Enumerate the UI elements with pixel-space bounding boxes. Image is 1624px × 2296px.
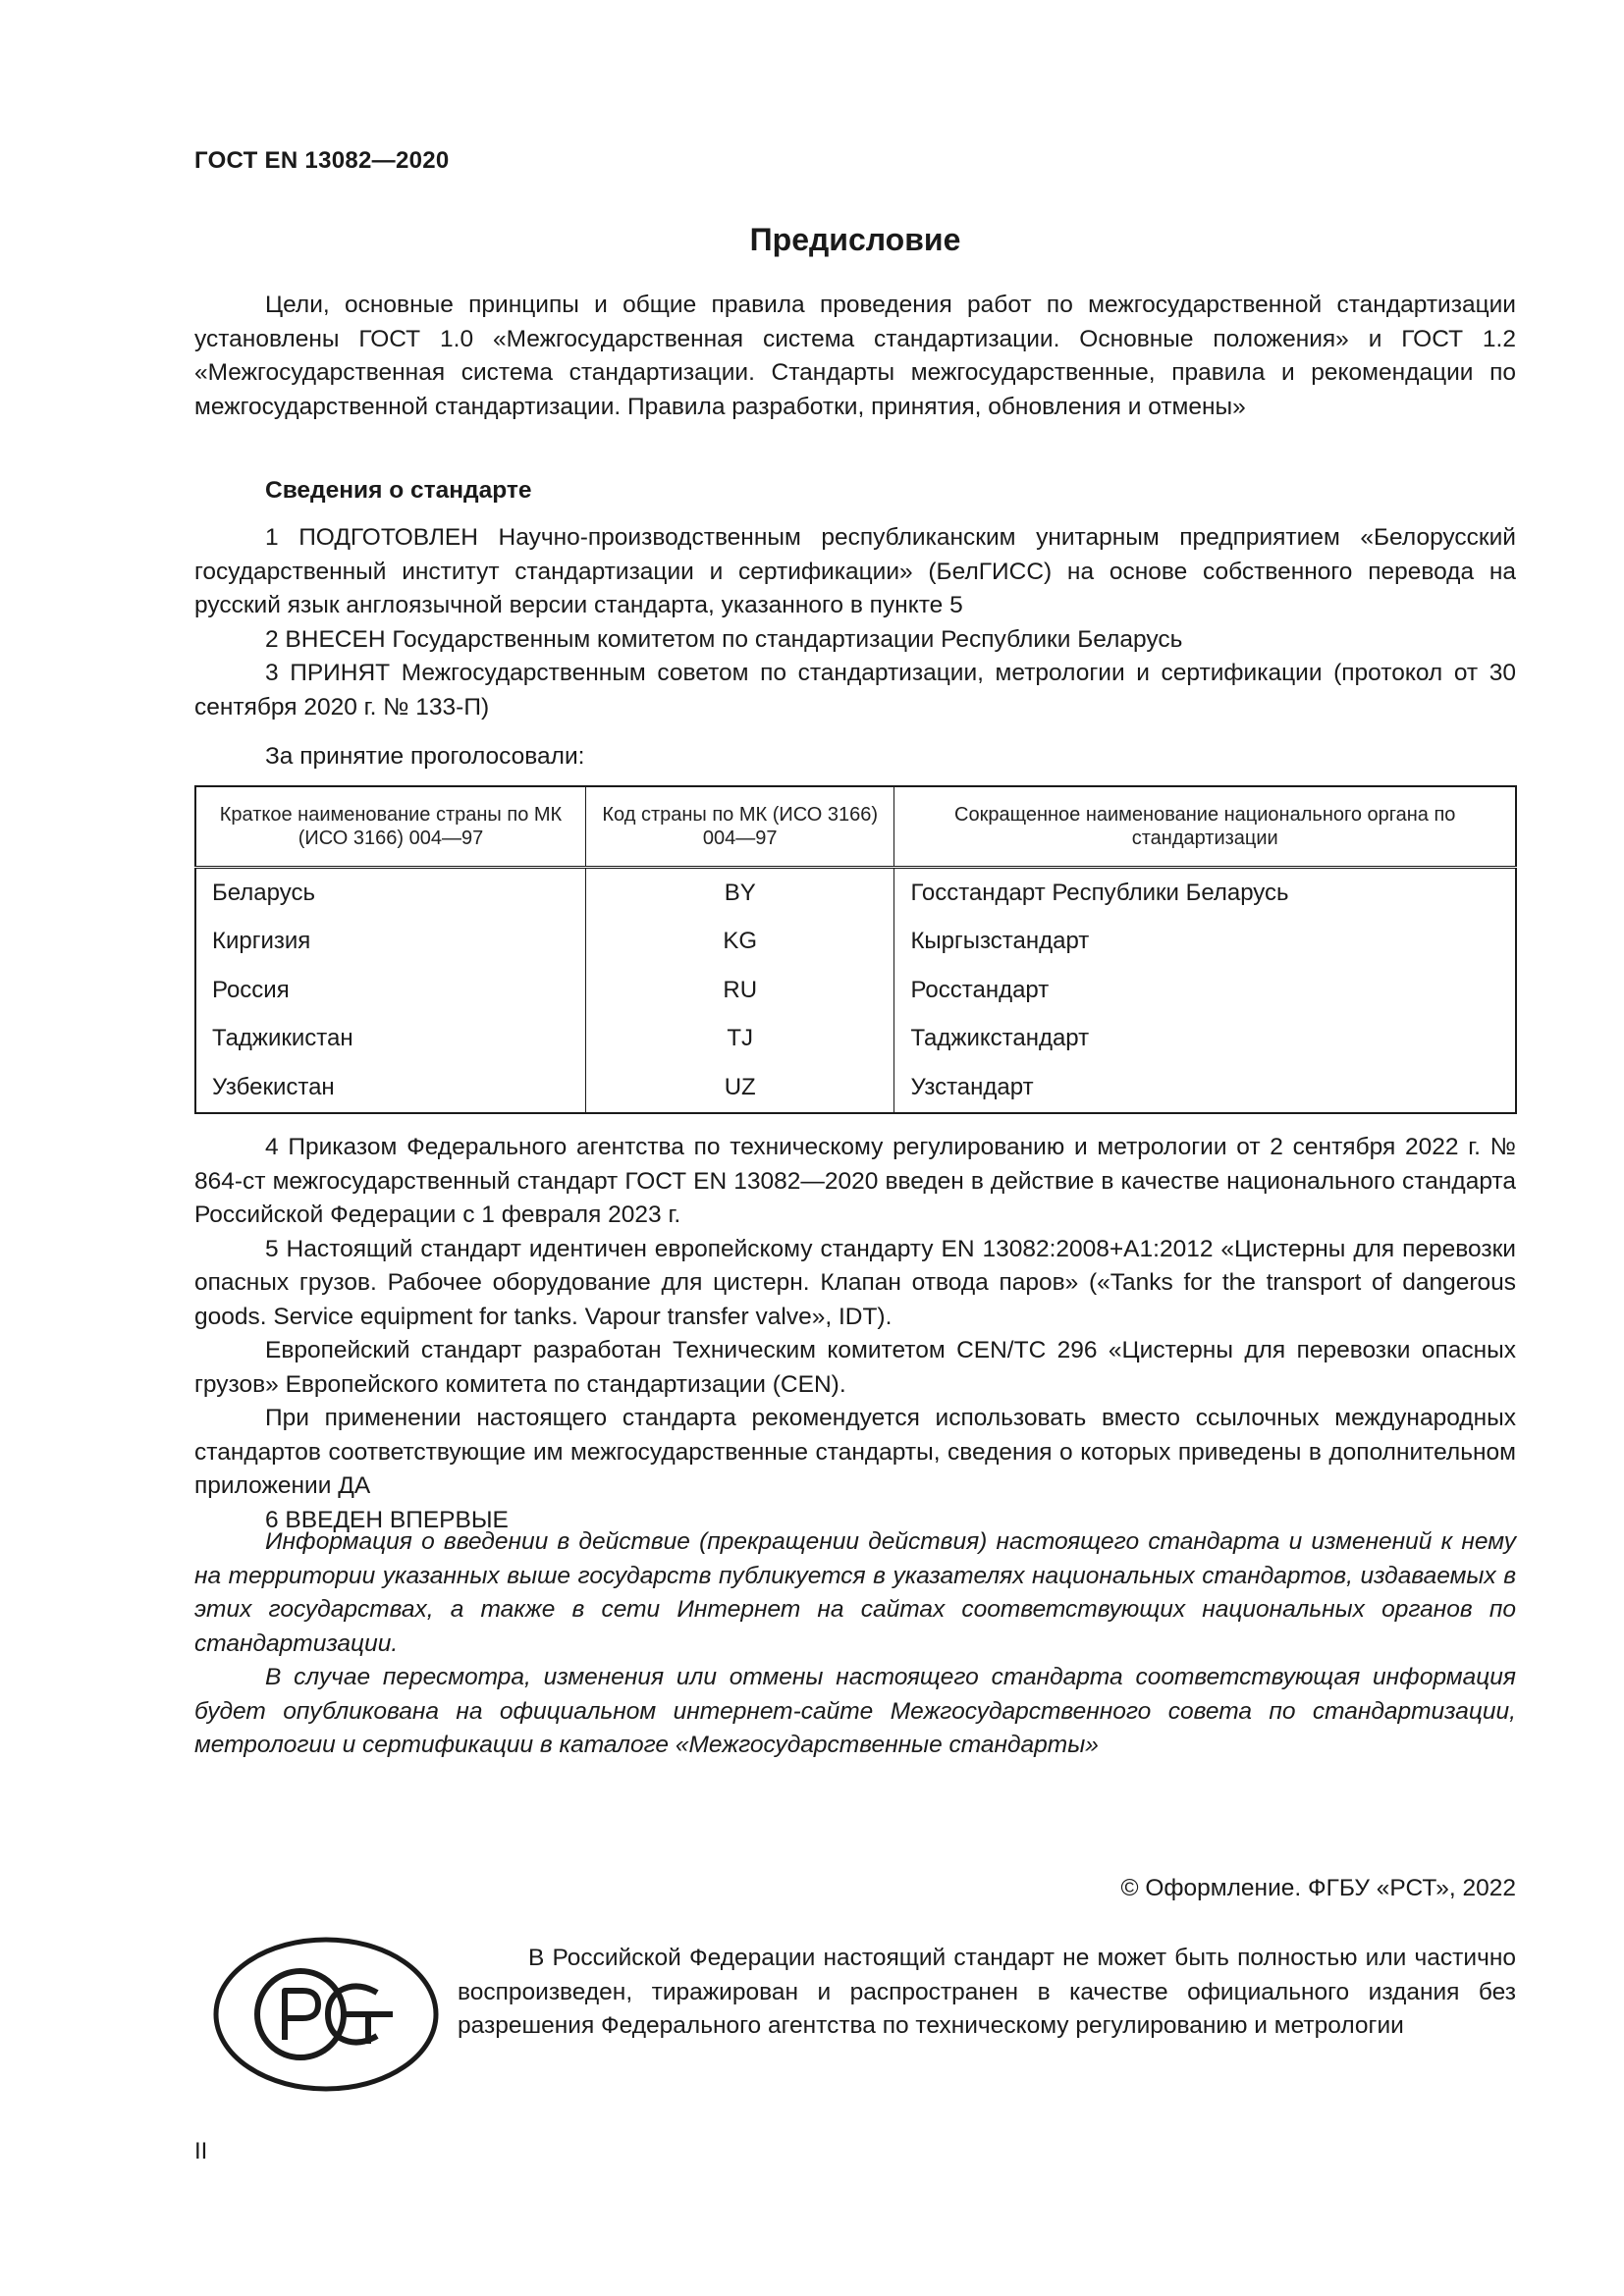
- item-2: 2 ВНЕСЕН Государственным комитетом по стандартизации Республики Беларусь: [265, 625, 1183, 653]
- table-row: [195, 1015, 1516, 1064]
- table-header-row: [195, 786, 1516, 868]
- note-info: Информация о введении в действие (прекращении действия) настоящего стандарта и изменений к нему на территории указанных выше государств публикуется в указателях национальных стандартов, издаваемых в этих государствах, а также в сети Интернет на сайтах соответствующих национальных органов по стандартизации.: [194, 1528, 1516, 1657]
- country-cell: Киргизия: [195, 918, 585, 967]
- country-cell: Беларусь: [195, 868, 585, 918]
- note-revision: В случае пересмотра, изменения или отмены настоящего стандарта соответствующая информация будет опубликована на официальном интернет-сайте Межгосударственного совета по стандартизации, метрологии и сертификации в каталоге «Межгосударственные стандарты»: [194, 1664, 1516, 1758]
- document-code: ГОСТ EN 13082—2020: [194, 147, 450, 174]
- item-5: 5 Настоящий стандарт идентичен европейскому стандарту EN 13082:2008+A1:2012 «Цистерны для перевозки опасных грузов. Рабочее оборудование для цистерн. Клапан отвода паров» («Tanks for the transport of dangerous goods. Service equipment for tanks. Vapour transfer valve», IDT).: [194, 1235, 1516, 1330]
- item-5-usage: При применении настоящего стандарта рекомендуется использовать вместо ссылочных международных стандартов соответствующие им межгосударственные стандарты, сведения о которых приведены в дополнительном приложении ДА: [194, 1405, 1516, 1499]
- body-cell: Госстандарт Республики Беларусь: [910, 879, 1289, 906]
- country-cell: Узбекистан: [195, 1063, 585, 1113]
- voting-table: [194, 785, 1517, 1114]
- item-4: 4 Приказом Федерального агентства по техническому регулированию и метрологии от 2 сентября 2022 г. № 864-ст межгосударственный стандарт ГОСТ EN 13082—2020 введен в действие в качестве национального стандарта Российской Федерации с 1 февраля 2023 г.: [194, 1134, 1516, 1228]
- body-cell: Росстандарт: [910, 976, 1050, 1003]
- copyright-line: © Оформление. ФГБУ «РСТ», 2022: [1120, 1875, 1516, 1901]
- body-cell: Таджикстандарт: [910, 1025, 1090, 1052]
- item-3: 3 ПРИНЯТ Межгосударственным советом по стандартизации, метрологии и сертификации (протокол от 30 сентября 2020 г. № 133-П): [194, 660, 1516, 721]
- code-cell: BY: [585, 868, 893, 918]
- standard-info-heading: Сведения о стандарте: [265, 477, 532, 504]
- column-header-code: Код страны по МК (ИСО 3166) 004—97: [585, 786, 893, 868]
- table-row: [195, 918, 1516, 967]
- code-cell: RU: [585, 966, 893, 1015]
- table-row: [195, 1063, 1516, 1113]
- country-cell: Таджикистан: [195, 1015, 585, 1064]
- standard-info-heading-wrap: [194, 477, 1516, 505]
- table-row: [195, 966, 1516, 1015]
- body-cell: Кыргызстандарт: [910, 928, 1090, 955]
- intro-paragraph: Цели, основные принципы и общие правила проведения работ по межгосударственной стандартизации установлены ГОСТ 1.0 «Межгосударственная система стандартизации. Основные положения» и ГОСТ 1.2 «Межгосударственная система стандартизации. Стандарты межгосударственные, правила и рекомендации по межгосударственной стандартизации. Правила разработки, принятия, обновления и отмены»: [194, 292, 1516, 420]
- notes-section: [194, 1525, 1516, 1763]
- country-cell: Россия: [195, 966, 585, 1015]
- column-header-country: Краткое наименование страны по МК (ИСО 3166) 004—97: [195, 786, 585, 868]
- item-5-cen: Европейский стандарт разработан Техническим комитетом CEN/TC 296 «Цистерны для перевозки опасных грузов» Европейского комитета по стандартизации (CEN).: [194, 1337, 1516, 1398]
- items-section-2: [194, 1131, 1516, 1537]
- rst-logo-icon: [210, 1934, 442, 2095]
- items-section-1: [194, 521, 1516, 724]
- intro-section: [194, 289, 1516, 424]
- code-cell: TJ: [585, 1015, 893, 1064]
- code-cell: KG: [585, 918, 893, 967]
- voted-label-wrap: [194, 740, 1516, 774]
- column-header-body: Сокращенное наименование национального органа по стандартизации: [894, 786, 1516, 868]
- item-1: 1 ПОДГОТОВЛЕН Научно-производственным республиканским унитарным предприятием «Белорусский государственный институт стандартизации и сертификации» (БелГИСС) на основе собственного перевода на русский язык англоязычной версии стандарта, указанного в пункте 5: [194, 524, 1516, 618]
- body-cell: Узстандарт: [910, 1073, 1034, 1100]
- voted-label: За принятие проголосовали:: [265, 743, 585, 770]
- table-row: [195, 868, 1516, 918]
- page-title: Предисловие: [749, 222, 961, 257]
- code-cell: UZ: [585, 1063, 893, 1113]
- legal-notice: В Российской Федерации настоящий стандарт не может быть полностью или частично воспроизведен, тиражирован и распространен в качестве официального издания без разрешения Федерального агентства по техническому регулированию и метрологии: [458, 1945, 1516, 2039]
- item-6: 6 ВВЕДЕН ВПЕРВЫЕ: [265, 1506, 509, 1533]
- page-number: II: [194, 2138, 208, 2164]
